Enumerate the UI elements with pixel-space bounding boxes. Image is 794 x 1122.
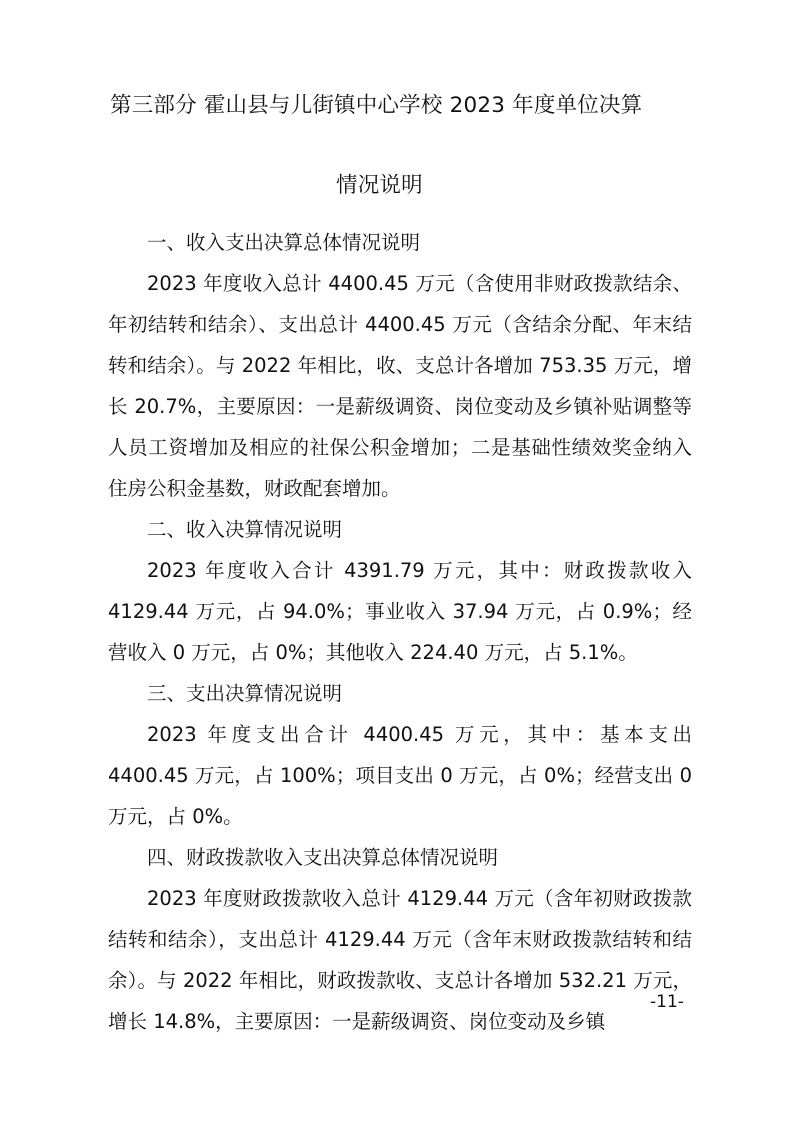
section-paragraph-2: 2023 年度收入合计 4391.79 万元，其中：财政拨款收入 4129.44 万元，占 94.0%；事业收入 37.94 万元，占 0.9%；经营收入 0 万元，占 0%；其他收入 224.40 万元，占 5.1%。 — [108, 559, 692, 664]
section-heading-4: 四、财政拨款收入支出决算总体情况说明 — [147, 846, 499, 869]
document-body — [108, 222, 692, 1042]
section-heading-1: 一、收入支出决算总体情况说明 — [147, 231, 421, 254]
section-paragraph-1: 2023 年度收入总计 4400.45 万元（含使用非财政拨款结余、年初结转和结余）、支出总计 4400.45 万元（含结余分配、年末结转和结余）。与 2022 年相比，收、支总计各增加 753.35 万元，增长 20.7%，主要原因：一是薪级调资、岗位变动及乡镇补贴调整等人员工资增加及相应的社保公积金增加；二是基础性绩效奖金纳入住房公积金基数，财政配套增加。 — [108, 272, 692, 500]
section-heading-2: 二、收入决算情况说明 — [147, 518, 343, 541]
page-number: -11- — [650, 992, 684, 1012]
document-title-line-1: 第三部分 霍山县与儿街镇中心学校 2023 年度单位决算 — [110, 93, 643, 118]
document-title-line-2: 情况说明 — [336, 173, 423, 198]
section-paragraph-4: 2023 年度财政拨款收入总计 4129.44 万元（含年初财政拨款结转和结余），支出总计 4129.44 万元（含年末财政拨款结转和结余）。与 2022 年相比，财政拨款收、支总计各增加 532.21 万元，增长 14.8%，主要原因：一是薪级调资、岗位变动及乡镇 — [108, 887, 692, 1033]
section-paragraph-3: 2023 年度支出合计 4400.45 万元，其中：基本支出 4400.45 万元，占 100%；项目支出 0 万元，占 0%；经营支出 0 万元，占 0%。 — [108, 723, 692, 828]
section-heading-3: 三、支出决算情况说明 — [147, 682, 343, 705]
